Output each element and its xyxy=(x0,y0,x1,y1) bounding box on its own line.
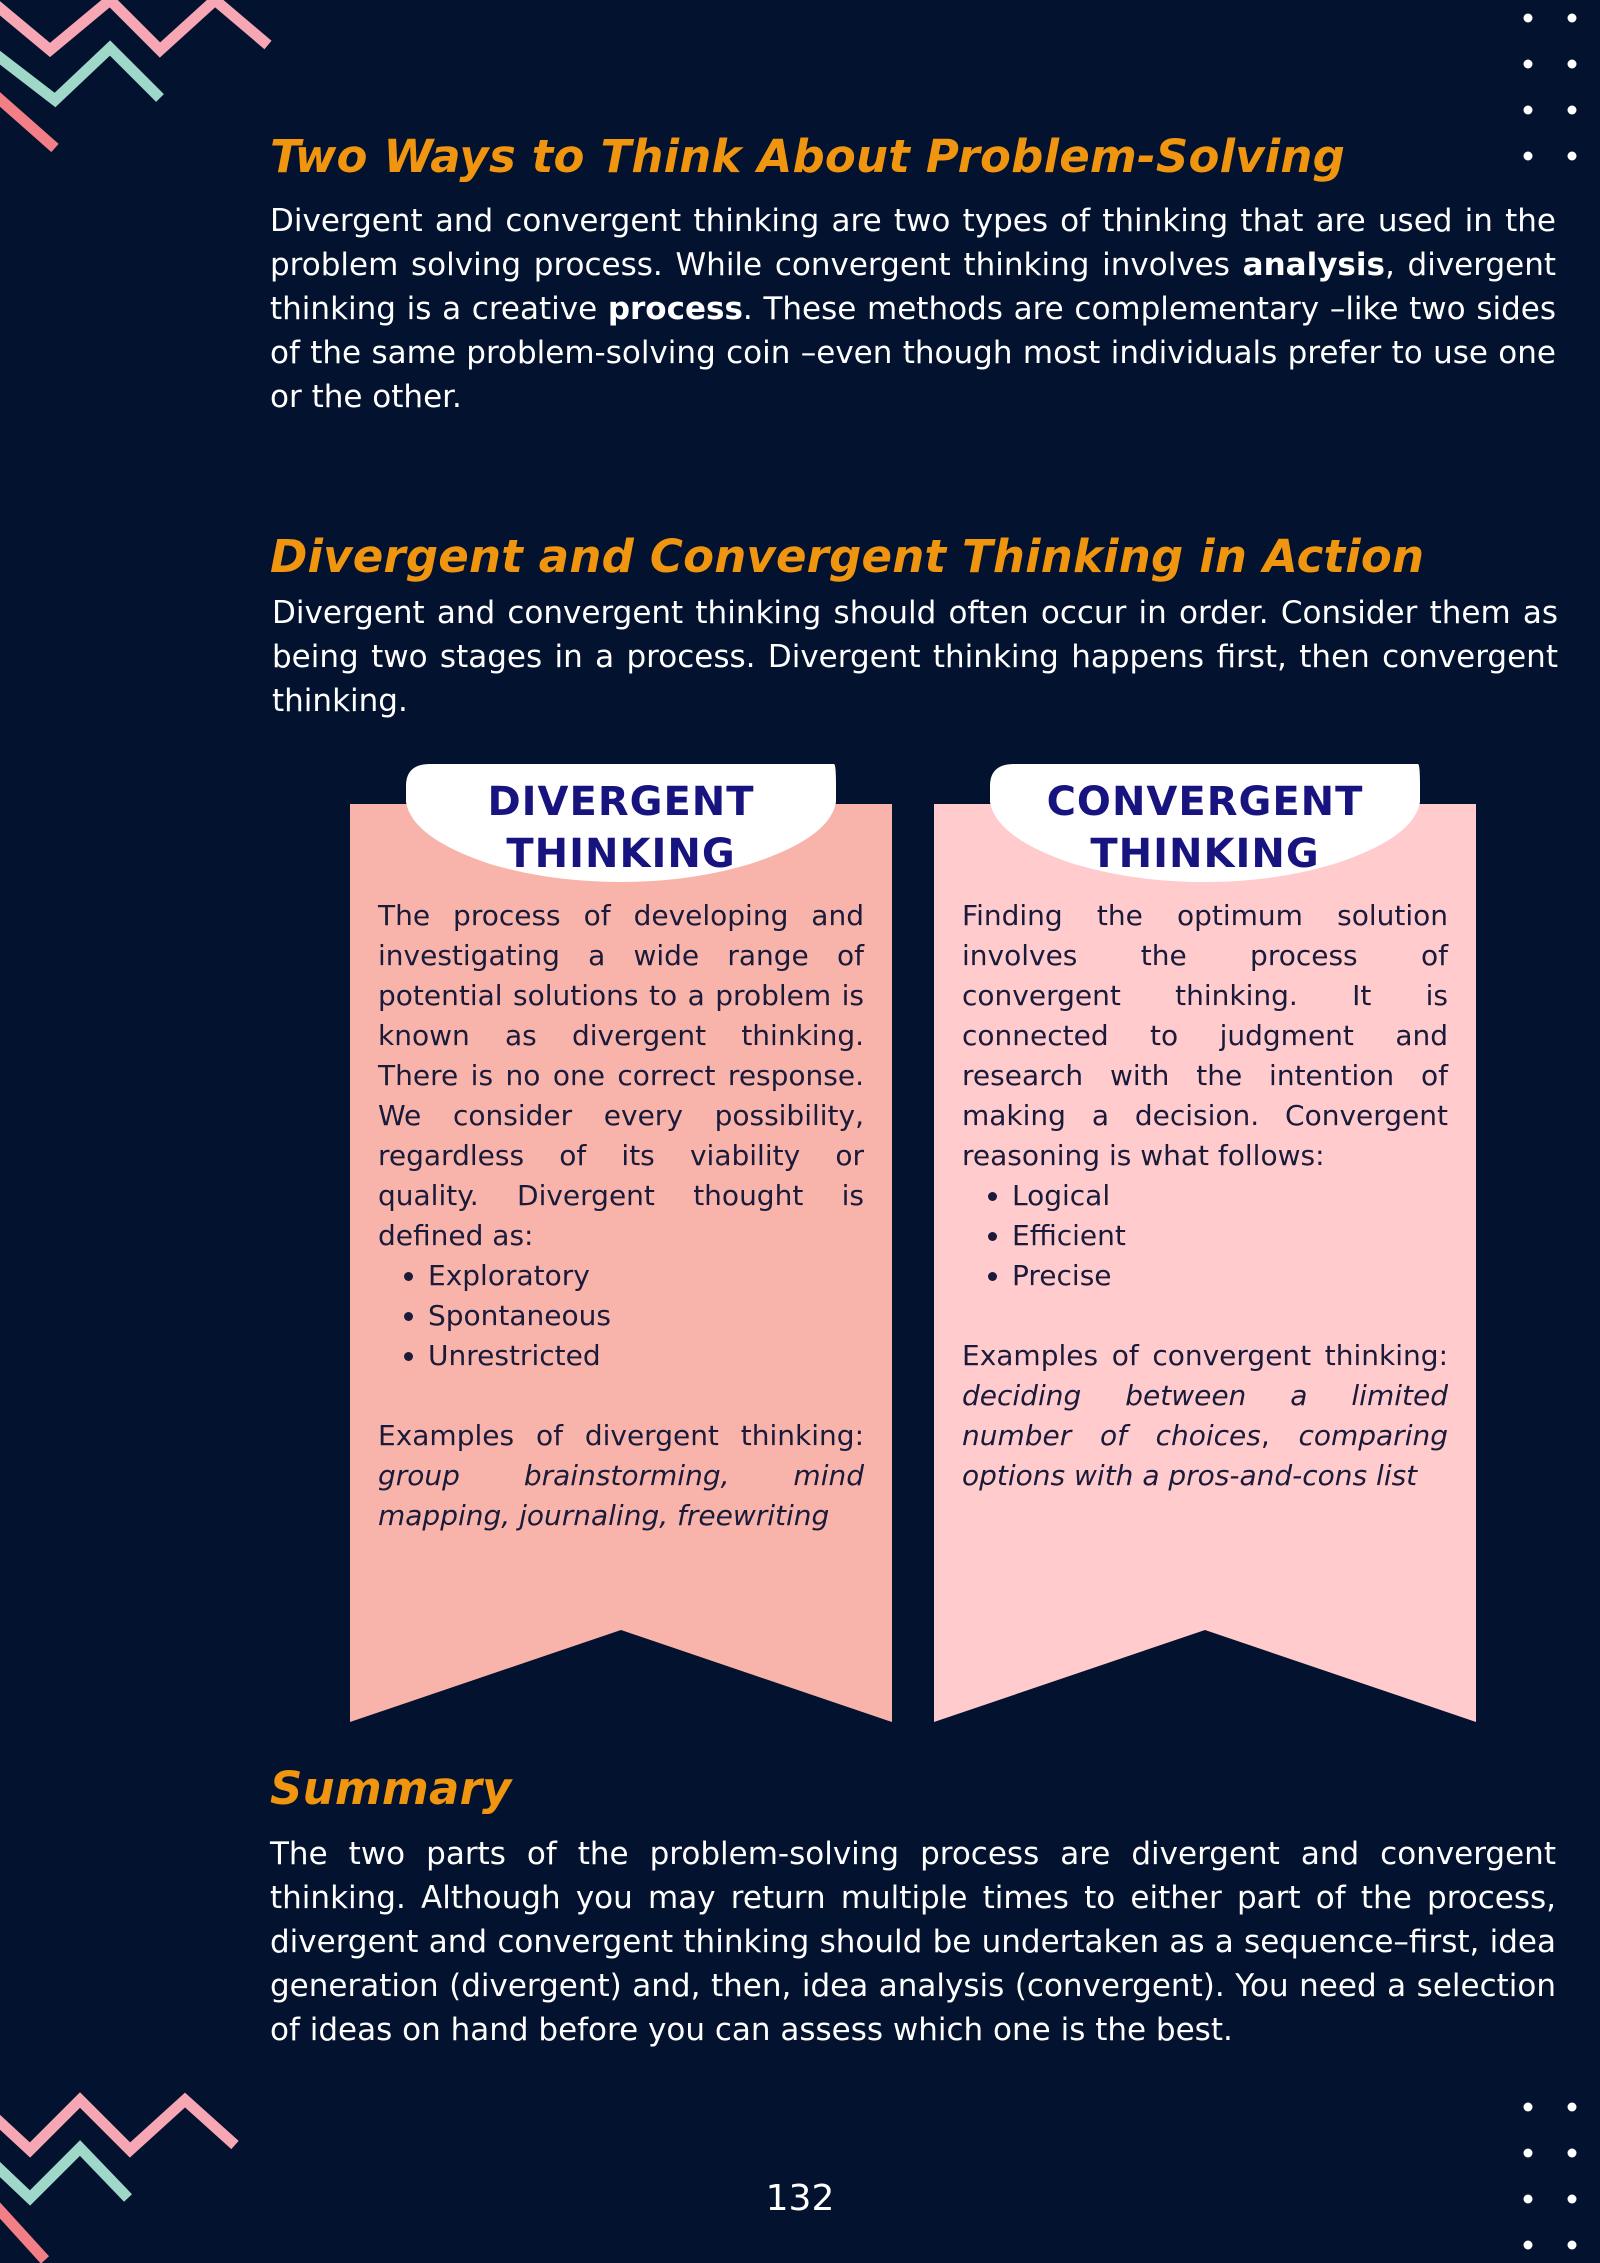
section-paragraph-two-ways xyxy=(270,199,1556,419)
card-title-line: THINKING xyxy=(1090,831,1320,877)
paragraph-text: , divergent thinking is a creative xyxy=(270,247,1557,327)
card-title-line: THINKING xyxy=(506,831,736,877)
convergent-card-body xyxy=(962,896,1448,1496)
section-paragraph-in-action: Divergent and convergent thinking should often occur in order. Consider them as being two stages in a process. Divergent thinking happens first, then convergent thinking. xyxy=(272,595,1558,719)
zigzag-decoration-top-left xyxy=(0,0,280,160)
dots-decoration-top-right xyxy=(1510,0,1600,170)
convergent-thinking-card xyxy=(934,779,1476,1722)
list-item: • Efficient xyxy=(1012,1216,1448,1256)
page-number: 132 xyxy=(765,2178,835,2219)
paragraph-text: Divergent and convergent thinking are two types of thinking that are used in the problem solving process. While convergent thinking involves xyxy=(270,203,1556,283)
convergent-examples xyxy=(962,1336,1448,1496)
examples-text: comparing options with a pros-and-cons list xyxy=(962,1419,1448,1492)
summary-paragraph: The two parts of the problem-solving process are divergent and convergent thinking. Although you may return multiple times to either part of the process, divergent and convergent thinking should be undertaken as a sequence–first, idea generation (divergent) and, then, idea analysis (convergent). You need a selection of ideas on hand before you can assess which one is the best. xyxy=(270,1836,1556,2048)
convergent-traits-list xyxy=(962,1176,1448,1296)
section-heading-two-ways: Two Ways to Think About Problem-Solving xyxy=(270,130,1346,183)
divergent-card-title xyxy=(350,776,892,880)
examples-text: deciding between a limited number of choices xyxy=(962,1379,1448,1452)
paragraph-text: . These methods are complementary –like two sides of the same problem-solving coin –even though most individuals prefer to use one or the other. xyxy=(270,291,1556,415)
examples-label: Examples of divergent thinking: xyxy=(378,1419,864,1452)
list-item: • Precise xyxy=(1012,1256,1448,1296)
divergent-thinking-card xyxy=(350,779,892,1722)
list-item: • Unrestricted xyxy=(428,1336,864,1376)
examples-separator: , xyxy=(1260,1419,1299,1452)
section-heading-in-action: Divergent and Convergent Thinking in Action xyxy=(270,530,1425,583)
dots-decoration-bottom-right xyxy=(1510,2085,1600,2263)
list-item: • Exploratory xyxy=(428,1256,864,1296)
divergent-card-body xyxy=(378,896,864,1536)
convergent-intro: Finding the optimum solution involves the process of convergent thinking. It is connected to judgment and research with the intention of making a decision. Convergent reasoning is what follows: xyxy=(962,899,1448,1172)
section-heading-summary: Summary xyxy=(270,1762,512,1815)
card-title-line: CONVERGENT xyxy=(1046,779,1364,825)
examples-text: group brainstorming, mind mapping, journaling, freewriting xyxy=(378,1459,864,1532)
convergent-card-title xyxy=(934,776,1476,880)
divergent-intro: The process of developing and investigating a wide range of potential solutions to a problem is known as divergent thinking. There is no one correct response. We consider every possibility, regardless of its viability or quality. Divergent thought is defined as: xyxy=(378,899,864,1252)
zigzag-decoration-bottom-left xyxy=(0,2080,250,2263)
divergent-examples xyxy=(378,1416,864,1536)
bold-term-process: process xyxy=(607,291,743,327)
divergent-traits-list xyxy=(378,1256,864,1376)
list-item: • Spontaneous xyxy=(428,1296,864,1336)
bold-term-analysis: analysis xyxy=(1242,247,1385,283)
list-item: • Logical xyxy=(1012,1176,1448,1216)
card-title-line: DIVERGENT xyxy=(487,779,755,825)
examples-label: Examples of convergent thinking: xyxy=(962,1339,1448,1372)
